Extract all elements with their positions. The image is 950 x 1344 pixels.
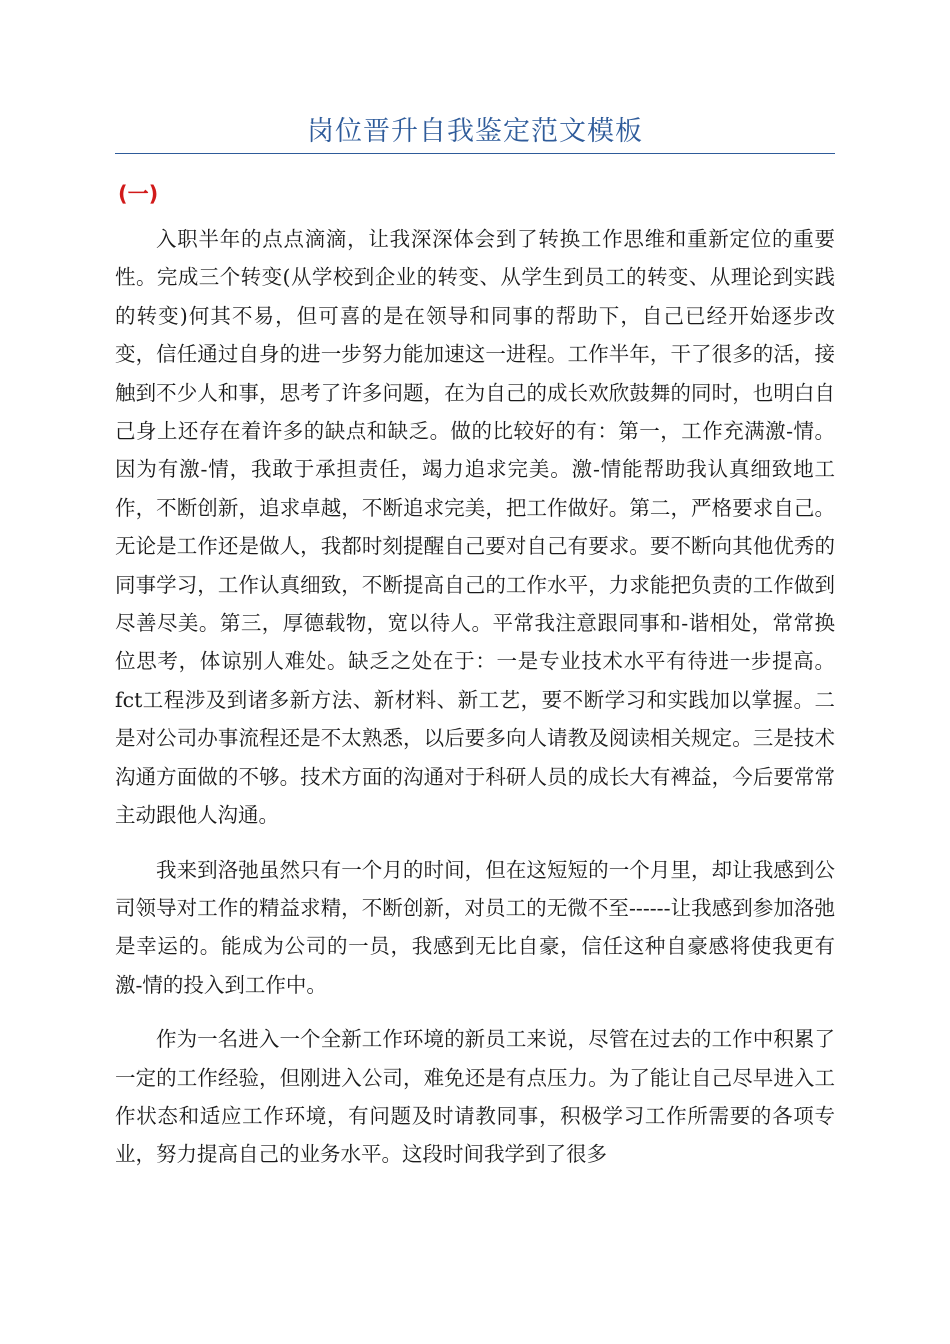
title-underline <box>115 153 835 154</box>
paragraph-3: 作为一名进入一个全新工作环境的新员工来说，尽管在过去的工作中积累了一定的工作经验，但刚进入公司，难免还是有点压力。为了能让自己尽早进入工作状态和适应工作环境，有问题及时请教同事，积极学习工作所需要的各项专业，努力提高自己的业务水平。这段时间我学到了很多 <box>115 1027 835 1167</box>
section-heading: (一) <box>118 182 159 206</box>
document-title: 岗位晋升自我鉴定范文模板 <box>307 116 643 147</box>
document-body <box>115 220 835 1190</box>
paragraph-1: 入职半年的点点滴滴，让我深深体会到了转换工作思维和重新定位的重要性。完成三个转变(从学校到企业的转变、从学生到员工的转变、从理论到实践的转变)何其不易，但可喜的是在领导和同事的帮助下，自己已经开始逐步改变，信任通过自身的进一步努力能加速这一进程。工作半年，干了很多的活，接触到不少人和事，思考了许多问题，在为自己的成长欢欣鼓舞的同时，也明白自己身上还存在着许多的缺点和缺乏。做的比较好的有：第一，工作充满激-情。因为有激-情，我敢于承担责任，竭力追求完美。激-情能帮助我认真细致地工作，不断创新，追求卓越，不断追求完美，把工作做好。第二，严格要求自己。无论是工作还是做人，我都时刻提醒自己要对自己有要求。要不断向其他优秀的同事学习，工作认真细致，不断提高自己的工作水平，力求能把负责的工作做到尽善尽美。第三，厚德载物，宽以待人。平常我注意跟同事和-谐相处，常常换位思考，体谅别人难处。缺乏之处在于：一是专业技术水平有待进一步提高。fct工程涉及到诸多新方法、新材料、新工艺，要不断学习和实践加以掌握。二是对公司办事流程还是不太熟悉，以后要多向人请教及阅读相关规定。三是技术沟通方面做的不够。技术方面的沟通对于科研人员的成长大有裨益，今后要常常主动跟他人沟通。 <box>115 227 835 828</box>
paragraph-2: 我来到洛弛虽然只有一个月的时间，但在这短短的一个月里，却让我感到公司领导对工作的精益求精，不断创新，对员工的无微不至------让我感到参加洛弛是幸运的。能成为公司的一员，我感到无比自豪，信任这种自豪感将使我更有激-情的投入到工作中。 <box>115 857 835 997</box>
